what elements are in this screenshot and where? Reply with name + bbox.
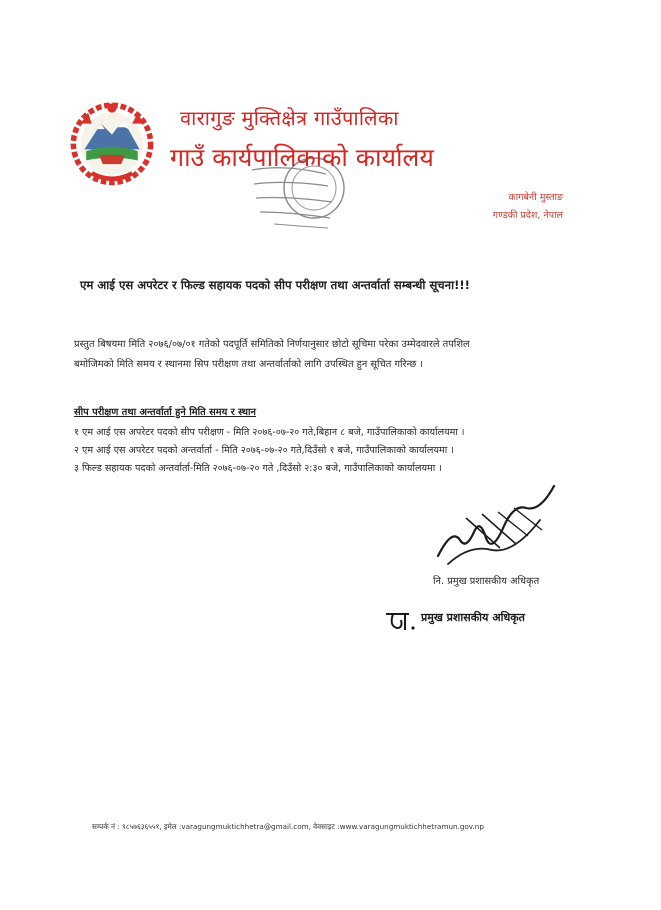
notice-body-line-1: प्रस्तुत बिषयमा मिति २०७६/०७/०१ गतेको पदपूर्ति समितिको निर्णयानुसार छोटो सूचिमा परेका उम्मेदवारले तपशिल [74,339,470,350]
schedule-heading: सीप परीक्षण तथा अन्तर्वार्ता हुने मिति समय र स्थान [74,407,256,418]
address-line-2: गण्डकी प्रदेश, नेपाल [492,210,563,221]
schedule-item: २ एम आई एस अपरेटर पदको अन्तर्वार्ता - मिति २०७६-०७-२० गते,दिउँसो १ बजे, गाउँपालिकाको कार्यालयमा । [74,445,454,456]
address-line-1: कागबेनी मुस्ताङ [508,192,563,203]
schedule-item: ३ फिल्ड सहायक पदको अन्तर्वार्ता-मिति २०७६-०७-२० गते ,दिउँसो २:३० बजे, गाउँपालिकाको कार्यालयमा । [74,463,442,474]
schedule-item: १ एम आई एस अपरेटर पदको सीप परीक्षण - मिति २०७६-०७-२० गते,बिहान ८ बजे, गाउँपालिकाको कार्यालयमा । [74,427,465,438]
office-name: गाउँ कार्यपालिकाको कार्यालय [170,143,434,172]
signatory-title: नि. प्रमुख प्रशासकीय अधिकृत [433,576,540,587]
org-name: वारागुङ मुक्तिक्षेत्र गाउँपालिका [180,106,399,130]
schedule-list [74,424,465,478]
stamp-prefix-icon [383,606,417,634]
notice-body-line-2: बमोजिमको मिति समय र स्थानमा सिप परीक्षण तथा अन्तर्वार्ताको लागि उपस्थित हुन सूचित गरिन्छ । [74,359,424,370]
footer-contact: सम्पर्क नं : ९८५७६३६५५१, इमेल :varagungmuktichhetra@gmail.com, वेवसाइट :www.varagungmuktichhetramun.gov.np [92,822,484,831]
notice-subject: एम आई एस अपरेटर र फिल्ड सहायक पदको सीप परीक्षण तथा अन्तर्वार्ता सम्बन्धी सूचना!!! [80,278,470,292]
handwritten-signature-icon [430,478,560,570]
designation-stamp: प्रमुख प्रशासकीय अधिकृत [421,611,525,624]
nepal-emblem-icon [66,96,158,188]
